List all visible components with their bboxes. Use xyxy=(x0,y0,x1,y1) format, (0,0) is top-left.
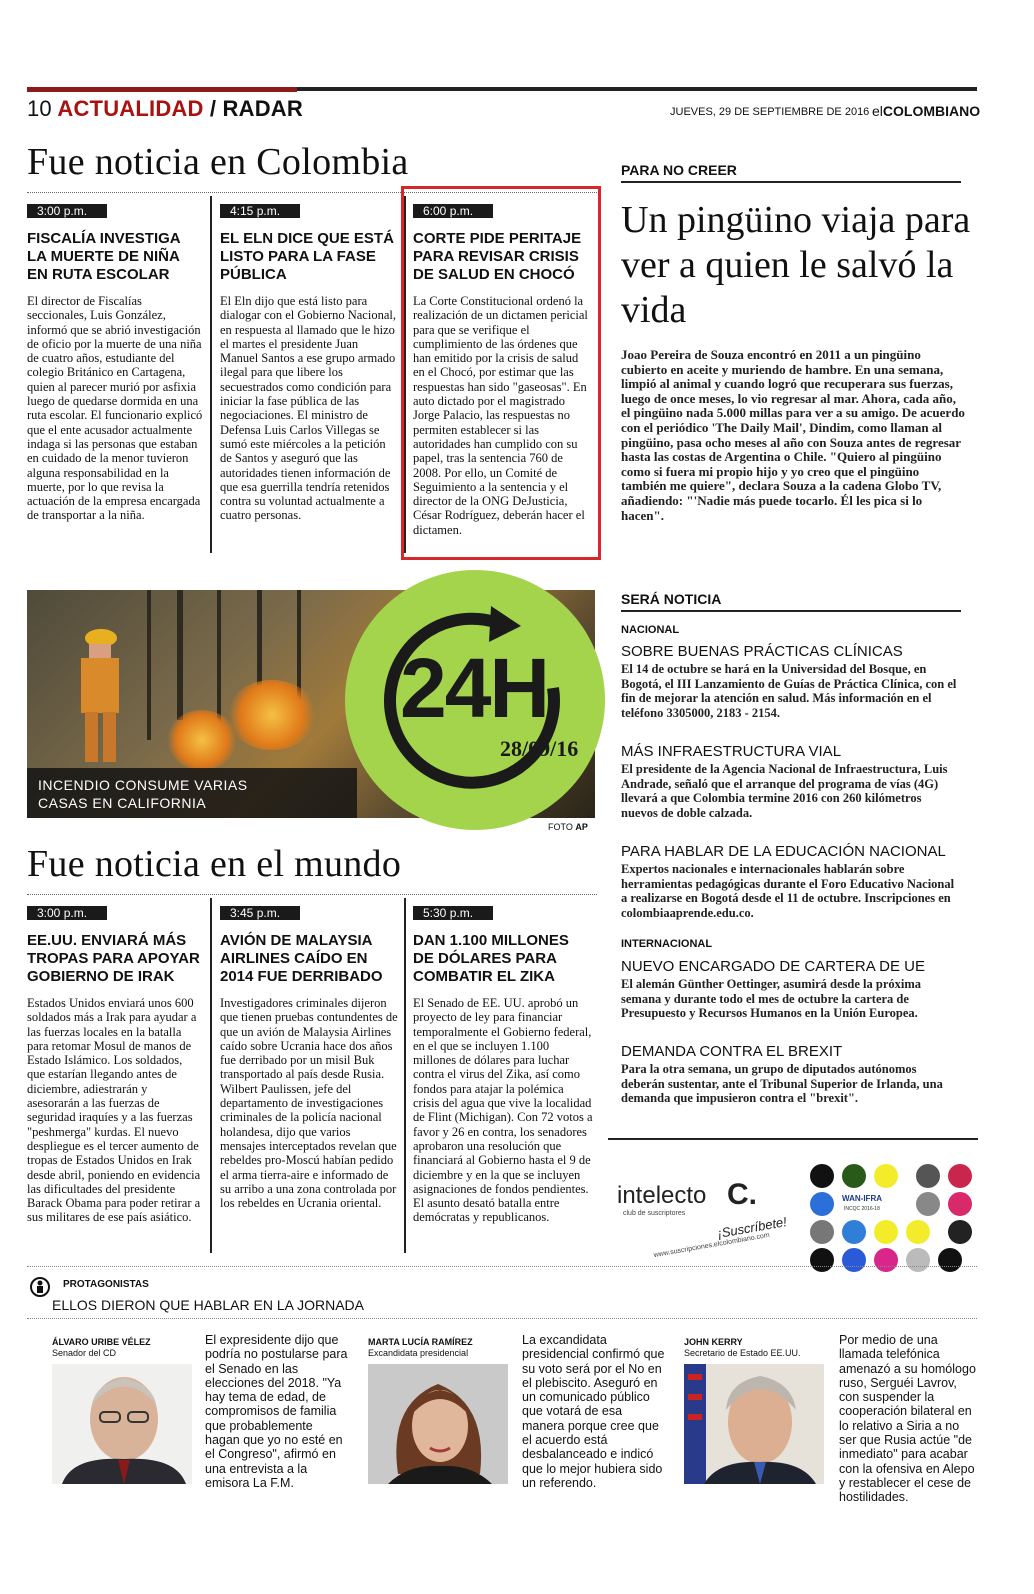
top-rule-accent xyxy=(27,87,297,92)
story-body: Estados Unidos enviará unos 600 soldados más a Irak para ayudar a las fuerzas locales en la batalla para retomar Mosul de manos de Estado Islámico. Los soldados, que estarían llegando antes de diciembre, adiestrarán y asesorarán a las fuerzas de seguridad iraquíes y a las fuerzas "peshmerga" kurdas. El nuevo despliegue es el tercer aumento de tropas de Estados Unidos en Irak desde abril, poniendo en evidencia las dificultades del presidente Barack Obama para poder retirar a sus militares de ese país asiático. xyxy=(27,996,201,1225)
story-headline[interactable]: AVIÓN DE MALAYSIA AIRLINES CAÍDO EN 2014 FUE DERRIBADO xyxy=(220,932,383,985)
item-headline[interactable]: MÁS INFRAESTRUCTURA VIAL xyxy=(621,743,842,760)
caption-line-2: CASAS EN CALIFORNIA xyxy=(38,795,207,811)
intelecto-sub: club de suscriptores xyxy=(623,1210,686,1217)
section-header xyxy=(27,96,303,122)
registration-dot xyxy=(842,1164,866,1188)
registration-dot xyxy=(916,1164,940,1188)
registration-dot xyxy=(906,1248,930,1272)
protagonist-role: Secretario de Estado EE.UU. xyxy=(684,1348,801,1358)
mundo-divider xyxy=(27,894,597,895)
story-headline[interactable]: EE.UU. ENVIARÁ MÁS TROPAS PARA APOYAR GOBIERNO DE IRAK xyxy=(27,932,200,985)
credit-name: AP xyxy=(575,822,588,832)
section-name: ACTUALIDAD xyxy=(57,96,204,121)
item-headline[interactable]: PARA HABLAR DE LA EDUCACIÓN NACIONAL xyxy=(621,843,946,860)
item-headline[interactable]: NUEVO ENCARGADO DE CARTERA DE UE xyxy=(621,958,925,975)
photo-caption xyxy=(38,776,248,812)
registration-dot xyxy=(810,1248,834,1272)
portrait-kerry xyxy=(684,1364,824,1484)
mundo-title: Fue noticia en el mundo xyxy=(27,843,402,885)
wan-ifra-logo: WAN-IFRA xyxy=(842,1194,882,1203)
registration-dot xyxy=(810,1220,834,1244)
sera-noticia-label: SERÁ NOTICIA xyxy=(621,591,722,607)
section-separator: / xyxy=(209,96,217,121)
sera-noticia-item-4 xyxy=(621,958,959,1021)
sera-noticia-item-3 xyxy=(621,843,959,920)
person-icon xyxy=(30,1276,50,1298)
registration-dot xyxy=(842,1220,866,1244)
story-headline[interactable]: FISCALÍA INVESTIGA LA MUERTE DE NIÑA EN RUTA ESCOLAR xyxy=(27,230,181,283)
protagonist-name: MARTA LUCÍA RAMÍREZ xyxy=(368,1337,473,1347)
subscribe-cta[interactable]: ¡Suscríbete! xyxy=(716,1214,788,1241)
brand-name: COLOMBIANO xyxy=(882,103,981,119)
item-headline[interactable]: SOBRE BUENAS PRÁCTICAS CLÍNICAS xyxy=(621,643,903,660)
protagonistas-divider xyxy=(27,1266,977,1267)
24h-date: 28/09/16 xyxy=(500,736,579,761)
intelecto-logo: intelecto xyxy=(617,1182,707,1209)
subscribe-url[interactable]: www.suscripciones.elcolombiano.com xyxy=(653,1231,771,1260)
wan-ifra-sub: INCQC 2016-18 xyxy=(844,1206,880,1212)
photo-tree xyxy=(147,590,151,740)
portrait-ramirez xyxy=(368,1364,508,1484)
story-headline[interactable]: EL ELN DICE QUE ESTÁ LISTO PARA LA FASE PÚBLICA xyxy=(220,230,394,283)
photo-credit xyxy=(548,822,588,832)
credit-prefix: FOTO xyxy=(548,822,573,832)
highlight-box xyxy=(401,186,601,560)
story-body: Investigadores criminales dijeron que tienen pruebas contundentes de que un avión de Malaysia Airlines caído sobre Ucrania hace dos años fue derribado por un misil Buk transportado al país desde Rusia. Wilbert Paulissen, jefe del departamento de investigaciones criminales de la policía nacional holandesa, dijo que varios mensajes interceptados revelan que rebeldes pro-Moscú habían pedido el arma tierra-aire e informado de su arribo a una zona controlada por los rebeldes en Ucrania oriental. xyxy=(220,996,398,1211)
registration-dot xyxy=(906,1220,930,1244)
registration-dot xyxy=(916,1192,940,1216)
mundo-story-3 xyxy=(413,906,593,1225)
colombia-story-1 xyxy=(27,204,203,523)
story-body: La Corte Constitucional ordenó la realización de un dictamen pericial para que se verifique el cumplimiento de las órdenes que han emitido por la crisis de salud en el Chocó, por estimar que las respuestas han sido "gaseosas". En auto dictado por el magistrado Jorge Palacio, las respuestas no permiten establecer si las autoridades han cumplido con su papel, tras la sentencia 760 de 2008. Por ello, un Comité de Seguimiento a la sentencia y el director de la ONG DeJusticia, César Rodríguez, deberán hacer el dictamen. xyxy=(413,294,588,537)
registration-dot xyxy=(874,1164,898,1188)
penguin-headline[interactable]: Un pingüino viaja para ver a quien le salvó la vida xyxy=(621,199,971,331)
protagonist-body: El expresidente dijo que podría no postularse para el Senado en las elecciones del 2018. "Ya hay tema de edad, de compromisos de familia que probablemente hagan que yo no esté en el Congreso", afirmó en una entrevista a la emisora La F.M. xyxy=(205,1333,348,1490)
protagonist-role: Excandidata presidencial xyxy=(368,1348,469,1358)
firefighter-figure xyxy=(69,620,129,770)
sera-noticia-item-1 xyxy=(621,643,959,720)
story-body: El Senado de EE. UU. aprobó un proyecto de ley para financiar temporalmente el Gobierno federal, en el que se incluyen 1.100 millones de dólares para luchar contra el virus del Zika, así como fondos para atajar la polémica crisis del agua que vive la localidad de Flint (Michigan). Con 72 votos a favor y 26 en contra, los senadores aprobaron una resolución que financiará al Gobierno hasta el 9 de diciembre y en la que se incluyen asignaciones de fondos pendientes. El asunto desató batalla entre demócratas y republicanos. xyxy=(413,996,593,1225)
photo-fire xyxy=(227,680,317,750)
photo-tree xyxy=(297,590,301,700)
subsection-name: RADAR xyxy=(222,96,303,121)
story-time: 3:00 p.m. xyxy=(27,204,107,218)
para-no-creer-label: PARA NO CREER xyxy=(621,162,737,178)
registration-dot xyxy=(810,1164,834,1188)
brand-prefix: el xyxy=(872,103,883,119)
penguin-body: Joao Pereira de Souza encontró en 2011 a un pingüino cubierto en aceite y muriendo de hambre. En una semana, limpió al animal y cuando logró que recuperara sus fuerzas, luego de once meses, lo vio regresar al mar. Ahora, cada año, el pingüino nada 5.000 millas para ver a su amigo. De acuerdo con el periódico 'The Daily Mail', Dindim, como llaman al pingüino, pasa ocho meses al año con Souza antes de regresar hasta las costas de Argentina o Chile. "Quiero al pingüino como si fuera mi propio hijo y yo creo que el pingüino también me quiere", declara Souza a la cadena Globo TV, añadiendo: "'Nadie más puede tocarlo. Él les pica si lo hacen". xyxy=(621,347,965,523)
item-body: El 14 de octubre se hará en la Universidad del Bosque, en Bogotá, el III Lanzamiento de Guías de Práctica Clínica, con el fin de mejorar la atención en salud. Más información en el teléfono 3305000, 2183 - 2154. xyxy=(621,662,957,720)
protagonistas-label: PROTAGONISTAS xyxy=(63,1279,149,1290)
colombia-story-2 xyxy=(220,204,398,523)
story-headline[interactable]: CORTE PIDE PERITAJE PARA REVISAR CRISIS DE SALUD EN CHOCÓ xyxy=(413,230,582,283)
story-time: 3:00 p.m. xyxy=(27,906,107,920)
mundo-story-1 xyxy=(27,906,203,1225)
dateline: JUEVES, 29 DE SEPTIEMBRE DE 2016 xyxy=(670,106,870,118)
story-time: 6:00 p.m. xyxy=(413,204,493,218)
photo-tree xyxy=(217,590,221,730)
caption-line-1: INCENDIO CONSUME VARIAS xyxy=(38,777,248,793)
protagonist-body: La excandidata presidencial confirmó que su voto será por el No en el plebiscito. Aseguró en un comunicado público que votará de esa manera porque cree que el acuerdo está desbalanceado e indicó que lo mejor hubiera sido un referendo. xyxy=(522,1333,665,1490)
column-rule xyxy=(404,898,406,1253)
photo-fire xyxy=(167,710,237,770)
registration-dot xyxy=(938,1248,962,1272)
story-headline[interactable]: DAN 1.100 MILLONES DE DÓLARES PARA COMBATIR EL ZIKA xyxy=(413,932,569,985)
sera-noticia-item-5 xyxy=(621,1043,959,1106)
protagonist-name: JOHN KERRY xyxy=(684,1337,743,1347)
protagonistas-subtitle: ELLOS DIERON QUE HABLAR EN LA JORNADA xyxy=(52,1297,364,1313)
protagonist-body: Por medio de una llamada telefónica amenazó a su homólogo ruso, Serguéi Lavrov, con suspender la cooperación bilateral en lo relativo a Siria a no ser que Rusia actúe "de inmediato" para acabar con la ofensiva en Alepo y restablecer el cese de hostilidades. xyxy=(839,1333,976,1505)
24h-text: 24H xyxy=(400,641,549,735)
column-rule xyxy=(210,196,212,553)
ad-divider xyxy=(608,1138,978,1140)
portrait-image xyxy=(368,1364,508,1484)
registration-dot xyxy=(842,1248,866,1272)
photo-tree xyxy=(177,590,183,720)
registration-dot xyxy=(948,1192,972,1216)
story-time: 4:15 p.m. xyxy=(220,204,300,218)
story-time: 3:45 p.m. xyxy=(220,906,300,920)
intelecto-mark: C. xyxy=(727,1178,757,1211)
category-international: INTERNACIONAL xyxy=(621,938,713,950)
category-national: NACIONAL xyxy=(621,624,680,636)
para-no-creer-rule xyxy=(621,181,961,183)
story-body: El Eln dijo que está listo para dialogar con el Gobierno Nacional, en respuesta al llamado que le hizo el martes el presidente Juan Manuel Santos a ese grupo armado ilegal para que libere los secuestrados como condición para iniciar la fase pública de las negociaciones. El ministro de Defensa Luis Carlos Villegas se sumó este miércoles a la petición de Santos y aseguró que las autoridades tienen información de que esa guerrilla tendría retenidos contra su voluntad actualmente a cuatro personas. xyxy=(220,294,396,523)
item-headline[interactable]: DEMANDA CONTRA EL BREXIT xyxy=(621,1043,843,1060)
portrait-uribe xyxy=(52,1364,192,1484)
registration-dot xyxy=(810,1192,834,1216)
brand-logo xyxy=(872,103,980,119)
column-rule xyxy=(210,898,212,1253)
page-number: 10 xyxy=(27,96,52,121)
story-body: El director de Fiscalías seccionales, Luis González, informó que se abrió investigación de oficio por la muerte de una niña de cuatro años, estudiante del colegio Británico en Cartagena, quien al parecer murió por asfixia luego de quedarse dormida en una ruta escolar. El funcionario explicó que el ente acusador actualmente indaga si las personas que estaban en cuidado de la menor tuvieron alguna responsabilidad en la muerte, por lo que revisa la actuación de la empresa encargada de transportar a la niña. xyxy=(27,294,203,523)
sera-noticia-item-2 xyxy=(621,743,959,820)
sera-noticia-rule xyxy=(621,610,961,612)
mundo-story-2 xyxy=(220,906,398,1210)
registration-dot xyxy=(948,1164,972,1188)
registration-dot xyxy=(874,1220,898,1244)
protagonist-role: Senador del CD xyxy=(52,1348,117,1358)
intelecto-ad[interactable] xyxy=(617,1178,797,1272)
item-body: Para la otra semana, un grupo de diputados autónomos deberán sustentar, ante el Tribunal Superior de Irlanda, una demanda que impusieron contra el "brexit". xyxy=(621,1062,943,1105)
registration-dot xyxy=(948,1220,972,1244)
registration-dot xyxy=(874,1248,898,1272)
portrait-image xyxy=(52,1364,192,1484)
color-registration-marks xyxy=(808,1164,973,1274)
portrait-image xyxy=(684,1364,824,1484)
protagonist-name: ÁLVARO URIBE VÉLEZ xyxy=(52,1337,151,1347)
item-body: El alemán Günther Oettinger, asumirá desde la próxima semana y durante todo el mes de octubre la cartera de Presupuesto y Recursos Humanos en la Unión Europea. xyxy=(621,977,921,1020)
protagonistas-rule xyxy=(27,1318,977,1319)
item-body: Expertos nacionales e internacionales hablarán sobre herramientas pedagógicas durante el Foro Educativo Nacional a realizarse en Bogotá desde el 11 de octubre. Inscripciones en colombiaaprende.edu.co. xyxy=(621,862,955,920)
story-time: 5:30 p.m. xyxy=(413,906,493,920)
colombia-title: Fue noticia en Colombia xyxy=(27,141,409,183)
item-body: El presidente de la Agencia Nacional de Infraestructura, Luis Andrade, señaló que el arranque del programa de vías (4G) llevará a que Colombia termine 2016 con 260 kilómetros nuevos de doble calzada. xyxy=(621,762,948,820)
